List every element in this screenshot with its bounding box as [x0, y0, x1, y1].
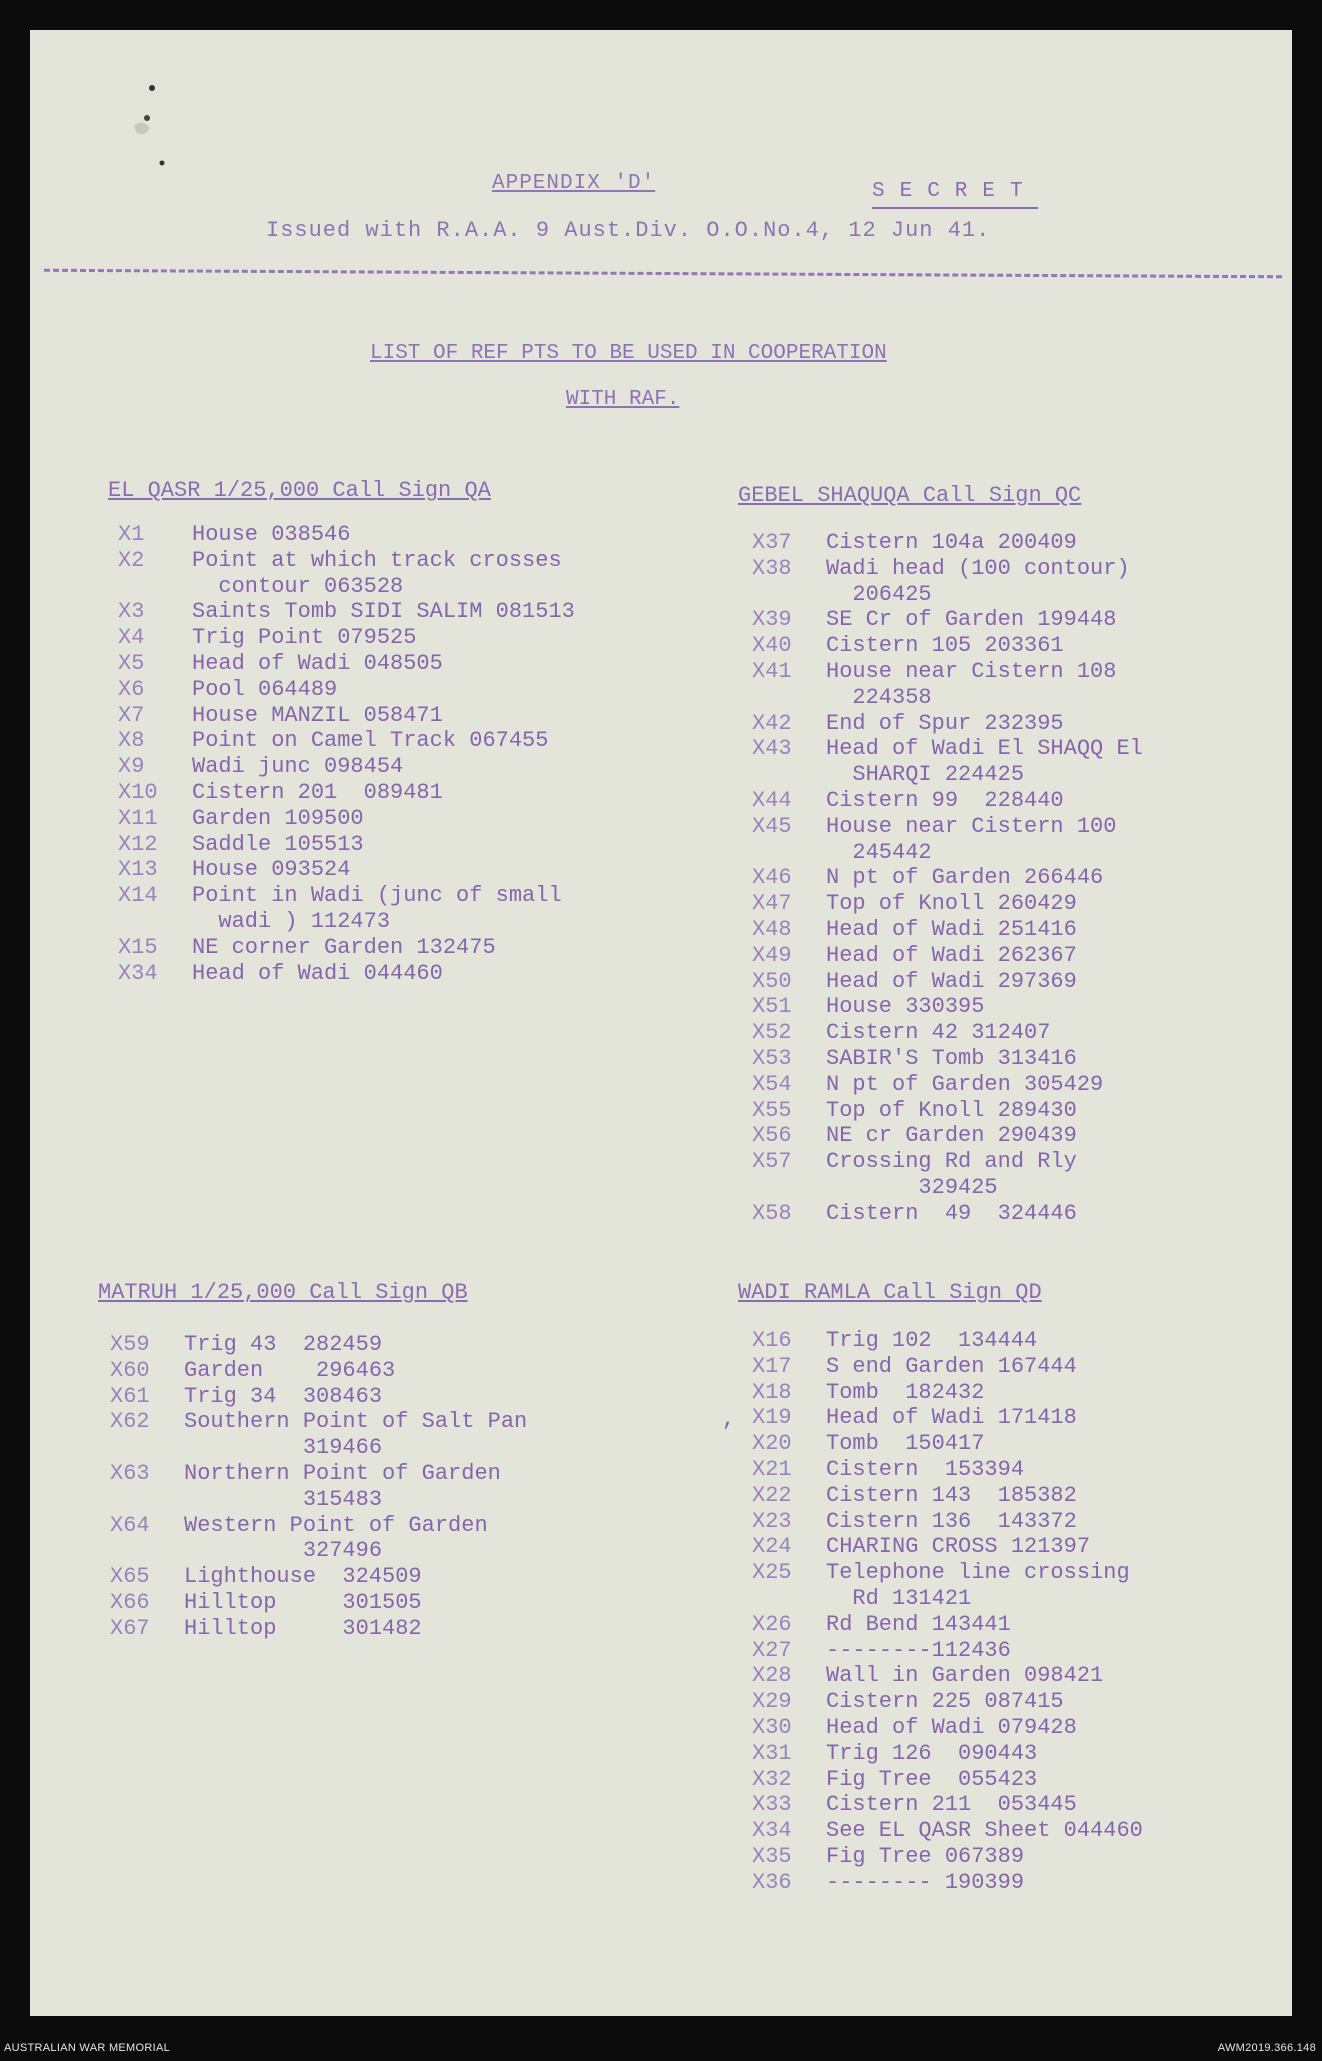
ref-point-description: Garden 296463	[184, 1357, 396, 1383]
ref-point-description: Cistern 105 203361	[826, 633, 1064, 659]
ref-point-description: House 330395	[826, 994, 985, 1020]
ref-point-description: Garden 109500	[192, 805, 364, 831]
ref-point-description: Cistern 225 087415	[826, 1689, 1064, 1715]
ref-point-code: X65	[110, 1564, 150, 1590]
ref-point-description: Top of Knoll 260429	[826, 891, 1077, 917]
ref-point-description: Top of Knoll 289430	[826, 1097, 1077, 1123]
ref-point-code: X56	[752, 1123, 792, 1149]
ref-point-code: X66	[110, 1589, 150, 1615]
ref-point-description: Wadi head (100 contour)	[826, 555, 1130, 581]
ref-point-description: Cistern 49 324446	[826, 1200, 1077, 1226]
ref-point-description-cont: 224358	[826, 684, 932, 710]
list-item	[752, 1072, 1143, 1098]
ref-point-description: Cistern 143 185382	[826, 1482, 1077, 1508]
section-list-wadi-ramla	[752, 1328, 1143, 1896]
ref-point-description: House near Cistern 108	[826, 658, 1117, 684]
ref-point-description-cont: 315483	[184, 1486, 383, 1512]
list-item	[118, 961, 575, 987]
list-item	[752, 1509, 1143, 1535]
ref-point-code: X7	[118, 702, 145, 728]
ref-point-code: X46	[752, 865, 792, 891]
ref-point-code: X51	[752, 994, 792, 1020]
ref-point-code: X40	[752, 633, 792, 659]
list-item	[110, 1590, 527, 1616]
ref-point-code: X35	[752, 1843, 792, 1869]
ref-point-description-cont: 329425	[826, 1174, 998, 1200]
list-item	[118, 548, 575, 600]
header-divider	[44, 269, 1282, 278]
ref-point-code: X9	[118, 754, 145, 780]
list-item	[752, 1405, 1143, 1431]
ref-point-description: House 038546	[192, 522, 351, 547]
classification-label: SECRET	[872, 180, 1038, 209]
list-item	[110, 1358, 527, 1384]
list-item	[118, 651, 575, 677]
list-item	[118, 806, 575, 832]
ref-point-code: X55	[752, 1097, 792, 1123]
section-list-matruh	[110, 1332, 527, 1642]
ref-point-code: X44	[752, 787, 792, 813]
ref-point-description: Hilltop 301482	[184, 1615, 422, 1641]
ref-point-description: Fig Tree 067389	[826, 1843, 1025, 1869]
ref-point-description: Tomb 182432	[826, 1379, 985, 1405]
ref-point-description: Saints Tomb SIDI SALIM 081513	[192, 599, 575, 625]
ref-point-description: House MANZIL 058471	[192, 702, 443, 728]
list-item	[752, 969, 1143, 995]
list-item	[752, 633, 1143, 659]
list-item	[752, 1870, 1143, 1896]
list-item	[110, 1564, 527, 1590]
ref-point-description: Trig Point 079525	[192, 625, 417, 651]
ref-point-description: CHARING CROSS 121397	[826, 1534, 1091, 1560]
ref-point-code: X14	[118, 883, 158, 909]
ref-point-code: X53	[752, 1045, 792, 1071]
ref-point-code: X21	[752, 1456, 792, 1482]
ref-point-code: X67	[110, 1615, 150, 1641]
list-item	[752, 1354, 1143, 1380]
section-heading-matruh: MATRUH 1/25,000 Call Sign QB	[98, 1280, 468, 1305]
ref-point-code: X29	[752, 1689, 792, 1715]
ref-point-code: X19	[752, 1405, 792, 1431]
list-item	[110, 1409, 527, 1461]
ref-point-code: X43	[752, 736, 792, 762]
ref-point-description: Telephone line crossing	[826, 1560, 1130, 1586]
list-item	[118, 935, 575, 961]
list-item	[118, 754, 575, 780]
ref-point-code: X34	[752, 1818, 792, 1844]
list-item	[110, 1384, 527, 1410]
list-item	[752, 1638, 1143, 1664]
ref-point-code: X20	[752, 1431, 792, 1457]
list-item	[752, 1715, 1143, 1741]
ref-point-description: Cistern 136 143372	[826, 1508, 1077, 1534]
ref-point-code: X60	[110, 1357, 150, 1383]
list-item	[752, 530, 1143, 556]
ref-point-code: X49	[752, 942, 792, 968]
ref-point-description: Cistern 211 053445	[826, 1792, 1077, 1818]
ref-point-description: NE corner Garden 132475	[192, 934, 496, 960]
ref-point-code: X2	[118, 547, 145, 573]
ref-point-code: X4	[118, 625, 145, 651]
ref-point-description: End of Spur 232395	[826, 710, 1064, 736]
ref-point-code: X31	[752, 1740, 792, 1766]
list-item	[752, 1663, 1143, 1689]
document-title-line-2: WITH RAF.	[566, 388, 680, 411]
ref-point-code: X16	[752, 1328, 792, 1353]
ref-point-description: N pt of Garden 266446	[826, 865, 1104, 891]
ref-point-code: X41	[752, 658, 792, 684]
ref-point-description-cont: Rd 131421	[826, 1585, 972, 1611]
ref-point-description: SE Cr of Garden 199448	[826, 607, 1117, 633]
list-item	[752, 1046, 1143, 1072]
ref-point-code: X10	[118, 779, 158, 805]
section-list-gebel-shaquqa	[752, 530, 1143, 1227]
ref-point-description: Trig 102 134444	[826, 1328, 1038, 1353]
ref-point-description: Wall in Garden 098421	[826, 1663, 1104, 1689]
ref-point-code: X37	[752, 530, 792, 555]
ref-point-description: Point in Wadi (junc of small	[192, 883, 562, 909]
list-item	[752, 607, 1143, 633]
list-item	[118, 599, 575, 625]
ref-point-description: Hilltop 301505	[184, 1589, 422, 1615]
ref-point-code: X26	[752, 1611, 792, 1637]
section-list-el-qasr	[118, 522, 575, 986]
list-item	[110, 1513, 527, 1565]
ref-point-description: Cistern 153394	[826, 1456, 1025, 1482]
list-item	[752, 1792, 1143, 1818]
list-item	[752, 788, 1143, 814]
ref-point-description: Cistern 42 312407	[826, 1020, 1051, 1046]
list-item	[118, 857, 575, 883]
ref-point-description: Northern Point of Garden	[184, 1460, 501, 1486]
section-heading-el-qasr: EL QASR 1/25,000 Call Sign QA	[108, 478, 491, 503]
ref-point-code: X39	[752, 607, 792, 633]
ref-point-description: Head of Wadi 079428	[826, 1714, 1077, 1740]
ref-point-description: -------- 190399	[826, 1869, 1025, 1895]
ref-point-description: N pt of Garden 305429	[826, 1071, 1104, 1097]
ref-point-code: X59	[110, 1332, 150, 1357]
ref-point-description: Point on Camel Track 067455	[192, 728, 549, 754]
ref-point-description: House 093524	[192, 857, 351, 883]
ref-point-description: Head of Wadi 262367	[826, 942, 1077, 968]
ref-point-code: X8	[118, 728, 145, 754]
document-title: LIST OF REF PTS TO BE USED IN COOPERATION	[370, 342, 887, 365]
list-item	[118, 677, 575, 703]
ref-point-code: X38	[752, 555, 792, 581]
list-item	[752, 1123, 1143, 1149]
list-item	[752, 1612, 1143, 1638]
list-item	[752, 556, 1143, 608]
ref-point-code: X42	[752, 710, 792, 736]
ref-point-code: X3	[118, 599, 145, 625]
ref-point-code: X15	[118, 934, 158, 960]
ref-point-code: X36	[752, 1869, 792, 1895]
ref-point-code: X63	[110, 1460, 150, 1486]
ref-point-code: X18	[752, 1379, 792, 1405]
ref-point-description-cont: 206425	[826, 581, 932, 607]
ref-point-code: X48	[752, 916, 792, 942]
list-item	[752, 891, 1143, 917]
ref-point-description-cont: wadi ) 112473	[192, 908, 391, 934]
ref-point-code: X52	[752, 1020, 792, 1046]
ref-point-description: SABIR'S Tomb 313416	[826, 1045, 1077, 1071]
ref-point-code: X22	[752, 1482, 792, 1508]
ref-point-code: X25	[752, 1560, 792, 1586]
list-item	[118, 703, 575, 729]
ref-point-code: X5	[118, 650, 145, 676]
ref-point-code: X13	[118, 857, 158, 883]
ref-point-description: Tomb 150417	[826, 1431, 985, 1457]
list-item	[752, 1431, 1143, 1457]
list-item	[752, 711, 1143, 737]
list-item	[752, 1844, 1143, 1870]
ref-point-code: X11	[118, 805, 158, 831]
ref-point-description: Trig 126 090443	[826, 1740, 1038, 1766]
section-heading-gebel-shaquqa: GEBEL SHAQUQA Call Sign QC	[738, 483, 1082, 508]
list-item	[752, 1534, 1143, 1560]
ref-point-description: Crossing Rd and Rly	[826, 1149, 1077, 1175]
list-item	[110, 1616, 527, 1642]
list-item	[118, 832, 575, 858]
ref-point-code: X6	[118, 676, 145, 702]
list-item	[752, 1020, 1143, 1046]
ref-point-code: X24	[752, 1534, 792, 1560]
ref-point-description: Pool 064489	[192, 676, 338, 702]
ref-point-code: X17	[752, 1353, 792, 1379]
staple-hole-mark	[112, 68, 182, 178]
footer-credit: AUSTRALIAN WAR MEMORIAL	[4, 2042, 171, 2054]
ref-point-description: Head of Wadi 044460	[192, 960, 443, 986]
ref-point-description-cont: 327496	[184, 1538, 383, 1564]
ref-point-description: Cistern 104a 200409	[826, 530, 1077, 555]
list-item	[752, 1689, 1143, 1715]
ref-point-description: S end Garden 167444	[826, 1353, 1077, 1379]
ref-point-description: Rd Bend 143441	[826, 1611, 1011, 1637]
section-heading-wadi-ramla: WADI RAMLA Call Sign QD	[738, 1280, 1042, 1305]
ref-point-code: X62	[110, 1409, 150, 1435]
ref-point-description: Point at which track crosses	[192, 547, 562, 573]
list-item	[752, 1328, 1143, 1354]
ref-point-code: X61	[110, 1383, 150, 1409]
list-item	[752, 1201, 1143, 1227]
list-item	[118, 883, 575, 935]
ref-point-code: X23	[752, 1508, 792, 1534]
list-item	[752, 865, 1143, 891]
ref-point-code: X47	[752, 891, 792, 917]
ref-point-description: See EL QASR Sheet 044460	[826, 1818, 1143, 1844]
appendix-label: APPENDIX 'D'	[492, 172, 656, 195]
list-item	[752, 1098, 1143, 1124]
ref-point-code: X28	[752, 1663, 792, 1689]
list-item	[752, 1380, 1143, 1406]
ref-point-description: --------112436	[826, 1637, 1011, 1663]
ref-point-code: X45	[752, 813, 792, 839]
list-item	[752, 736, 1143, 788]
ref-point-code: X12	[118, 831, 158, 857]
document-page	[30, 30, 1292, 2016]
ref-point-description: Head of Wadi 171418	[826, 1405, 1077, 1431]
ref-point-description: NE cr Garden 290439	[826, 1123, 1077, 1149]
ref-point-description: Saddle 105513	[192, 831, 364, 857]
ref-point-description: Cistern 201 089481	[192, 779, 443, 805]
ref-point-description: Head of Wadi 251416	[826, 916, 1077, 942]
ref-point-code: X34	[118, 960, 158, 986]
ref-point-description: House near Cistern 100	[826, 813, 1117, 839]
ref-point-code: X33	[752, 1792, 792, 1818]
ref-point-description: Head of Wadi 297369	[826, 968, 1077, 994]
list-item	[752, 1741, 1143, 1767]
ref-point-description: Fig Tree 055423	[826, 1766, 1038, 1792]
ref-point-description: Western Point of Garden	[184, 1512, 488, 1538]
list-item	[110, 1461, 527, 1513]
list-item	[118, 625, 575, 651]
ref-point-code: X50	[752, 968, 792, 994]
list-item	[752, 994, 1143, 1020]
ref-point-code: X57	[752, 1149, 792, 1175]
footer-reference: AWM2019.366.148	[1217, 2042, 1316, 2054]
ref-point-code: X54	[752, 1071, 792, 1097]
ref-point-code: X32	[752, 1766, 792, 1792]
ref-point-description: Lighthouse 324509	[184, 1564, 422, 1590]
list-item	[752, 1767, 1143, 1793]
ref-point-description: Trig 43 282459	[184, 1332, 383, 1357]
ref-point-code: X58	[752, 1200, 792, 1226]
list-item	[118, 522, 575, 548]
list-item	[752, 1560, 1143, 1612]
ref-point-description-cont: 245442	[826, 839, 932, 865]
list-item	[752, 1483, 1143, 1509]
list-item	[752, 814, 1143, 866]
ref-point-description: Head of Wadi El SHAQQ El	[826, 736, 1143, 762]
ref-point-description: Wadi junc 098454	[192, 754, 404, 780]
pencil-mark: ,	[722, 1407, 736, 1432]
list-item	[118, 780, 575, 806]
ref-point-description: Cistern 99 228440	[826, 787, 1064, 813]
list-item	[752, 659, 1143, 711]
list-item	[752, 943, 1143, 969]
ref-point-code: X27	[752, 1637, 792, 1663]
list-item	[110, 1332, 527, 1358]
ref-point-description-cont: SHARQI 224425	[826, 762, 1025, 788]
issued-line: Issued with R.A.A. 9 Aust.Div. O.O.No.4, 12 Jun 41.	[266, 218, 991, 243]
ref-point-code: X30	[752, 1714, 792, 1740]
list-item	[752, 1457, 1143, 1483]
ref-point-code: X1	[118, 522, 145, 547]
list-item	[118, 728, 575, 754]
list-item	[752, 917, 1143, 943]
ref-point-code: X64	[110, 1512, 150, 1538]
ref-point-description-cont: 319466	[184, 1435, 383, 1461]
ref-point-description: Head of Wadi 048505	[192, 650, 443, 676]
ref-point-description: Southern Point of Salt Pan	[184, 1409, 528, 1435]
list-item	[752, 1149, 1143, 1201]
ref-point-description-cont: contour 063528	[192, 573, 404, 599]
list-item	[752, 1818, 1143, 1844]
ref-point-description: Trig 34 308463	[184, 1383, 383, 1409]
